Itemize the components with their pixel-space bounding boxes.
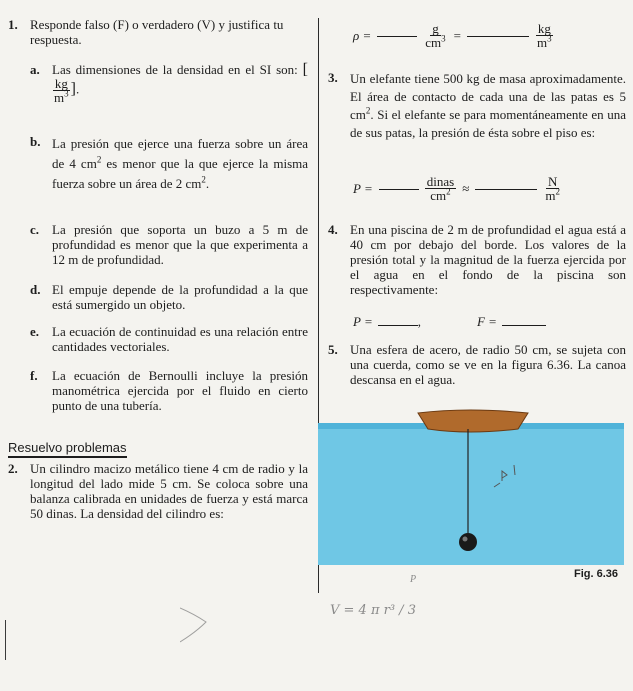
q1-item-f-text: La ecuación de Bernoulli incluye la presión manométrica ejercida por el fluido en cierto punto de una tubería. <box>52 368 308 413</box>
q1-item-c: c. La presión que soporta un buzo a 5 m de profundidad es menor que la que experimenta a 12 m de profundidad. <box>30 222 308 267</box>
pressure-blank-2[interactable] <box>475 188 537 190</box>
q3-number: 3. <box>328 70 338 85</box>
q1-item-a-text: Las dimensiones de la densidad en el SI son: <box>52 62 298 77</box>
pressure-answer-row: P = $\frac{\text{dinas}}{cm^2}$ ≈ $\frac{N}{m^2}$ <box>353 174 560 203</box>
question-4 <box>328 222 626 297</box>
question-5 <box>328 342 626 387</box>
density-answer-row: ρ = $\frac{g}{cm^3}$ = $\frac{kg}{m^3}$ <box>353 21 552 50</box>
q1-item-e-text: La ecuación de continuidad es una relación entre cantidades vectoriales. <box>52 324 308 354</box>
steel-sphere <box>459 533 477 551</box>
total-pressure-blank[interactable] <box>378 324 418 326</box>
q5-text: Una esfera de acero, de radio 50 cm, se sujeta con una cuerda, como se ve en la figura 6.36. La canoa descansa en el agua. <box>350 342 626 387</box>
q3-text: Un elefante tiene 500 kg de masa aproximadamente. El área de contacto de cada una de las patas es 5 $cm^2$. Si el elefante se para momentáneamente en una de sus patas, la presión de ésta sobre el piso es: <box>350 71 626 140</box>
canoe <box>418 410 528 432</box>
q1-item-e: e. La ecuación de continuidad es una relación entre cantidades vectoriales. <box>30 324 308 354</box>
section-title: Resuelvo problemas <box>8 440 127 458</box>
q1-item-d: d. El empuje depende de la profundidad a la que está sumergido un objeto. <box>30 282 308 312</box>
question-2 <box>8 461 308 521</box>
q1-prompt: Responde falso (F) o verdadero (V) y justifica tu respuesta. <box>30 17 284 47</box>
q1-item-b-label: b. <box>30 134 41 149</box>
pencil-arrow <box>180 608 206 642</box>
q4-text: En una piscina de 2 m de profundidad el agua está a 40 cm por debajo del borde. Los valores de la presión total y la magnitud de la fuerza ejercida por el agua en el fondo de la piscina son respectivamente: <box>350 222 626 297</box>
density-blank-1[interactable] <box>377 35 417 37</box>
question-3 <box>328 70 626 142</box>
q1-item-a: a. Las dimensiones de la densidad en el SI son: [ $\frac{kg}{m^3}$ ]. <box>30 61 308 105</box>
pf-answer-row: P = , F = <box>353 314 613 329</box>
question-1 <box>8 17 308 47</box>
q5-number: 5. <box>328 342 338 357</box>
q4-number: 4. <box>328 222 338 237</box>
q1-item-c-text: La presión que soporta un buzo a 5 m de profundidad es menor que la que experimenta a 12 m de profundidad. <box>52 222 308 267</box>
density-blank-2[interactable] <box>467 35 529 37</box>
margin-mark <box>5 620 6 660</box>
density-unit-fraction: $\frac{kg}{m^3}$ <box>54 76 69 105</box>
q1-item-d-text: El empuje depende de la profundidad a la que está sumergido un objeto. <box>52 282 308 312</box>
q1-number: 1. <box>8 17 18 32</box>
q2-number: 2. <box>8 461 18 476</box>
q1-item-b-text: La presión que ejerce una fuerza sobre un área de 4 $cm^2$ es menor que la que ejerce la misma fuerza sobre un área de 2 $cm^2$. <box>52 136 309 191</box>
figure-caption: Fig. 6.36 <box>574 568 619 580</box>
handwritten-volume-formula: V = 4 π r³ / 3 <box>330 603 416 618</box>
q1-item-a-label: a. <box>30 62 40 77</box>
q2-text: Un cilindro macizo metálico tiene 4 cm de radio y la longitud del lado mide 5 cm. Se coloca sobre una balanza calibrada en unidades de fuerza y está marca 50 dinas. La densidad del cilindro es: <box>30 461 308 521</box>
q1-item-b <box>30 134 308 194</box>
handwritten-p: P <box>410 574 417 585</box>
q1-item-f: f. La ecuación de Bernoulli incluye la presión manométrica ejercida por el fluido en cierto punto de una tubería. <box>30 368 308 413</box>
force-blank[interactable] <box>502 324 546 326</box>
figure-6-36 <box>318 405 624 565</box>
pressure-blank-1[interactable] <box>379 188 419 190</box>
